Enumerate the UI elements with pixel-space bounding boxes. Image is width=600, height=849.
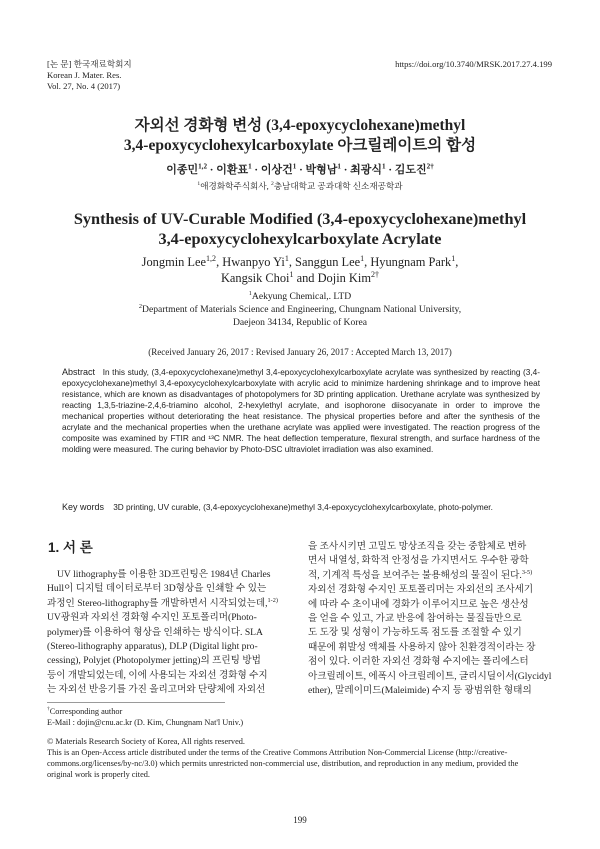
- author-sup: 2†: [426, 162, 434, 171]
- english-authors: [0, 254, 600, 286]
- body-line: 등이 개발되었는데, 이에 사용되는 자외선 경화형 수지: [47, 669, 268, 681]
- body-line: Hull이 디지털 데이터로부터 3D형상을 인쇄할 수 있는: [47, 583, 267, 595]
- body-line: 도 도장 및 성형이 가능하도록 점도를 조절할 수 있기: [308, 627, 522, 639]
- author-korean: 이종민: [166, 164, 199, 176]
- abstract: [62, 367, 540, 455]
- affiliation-2-address: Daejeon 34134, Republic of Korea: [232, 317, 367, 328]
- abstract-label: Abstract: [62, 367, 96, 377]
- body-line: 아크릴레이트, 에폭시 아크릴레이트, 글리시딜이서(Glycidyl: [308, 670, 552, 682]
- korean-affiliation: [0, 181, 600, 192]
- korean-title-line1: 자외선 경화형 변성 (3,4-epoxycyclohexane)methyl: [134, 117, 466, 134]
- aff-sup: 1: [197, 181, 201, 188]
- english-title: [0, 209, 600, 249]
- journal-volume: Vol. 27, No. 4 (2017): [47, 81, 121, 91]
- english-authors-line1: Jongmin Lee$^{1,2}$, Hwanpyo Yi$^1$, Sanggun Lee$^1$, Hyungnam Park$^1$,: [141, 253, 459, 269]
- author-korean: 김도진: [394, 164, 427, 176]
- author-english: Dojin Kim: [317, 271, 371, 285]
- aff-sup: 1: [248, 289, 252, 297]
- right-column: [308, 540, 553, 698]
- body-line: cessing), Polyjet (Photopolymer jetting)의 프린팅 방법: [47, 655, 261, 667]
- author-sup: 2†: [370, 269, 380, 279]
- author-english: Sanggun Lee: [295, 255, 361, 269]
- body-line: 을 얻을 수 있고, 가교 반응에 참여하는 물질들만으로: [308, 613, 522, 625]
- english-authors-line2: [0, 270, 600, 286]
- author-english: Kangsik Choi: [220, 271, 290, 285]
- english-title-line1: Synthesis of UV-Curable Modified (3,4-epoxycyclohexane)methyl: [73, 209, 527, 228]
- korean-authors: 이종민$^{1,2}$ · 이환표$^1$ · 이상건$^1$ · 박형남$^1$ · 최광식$^1$ · 김도진$^{2\dagger}$: [166, 162, 434, 176]
- body-line: (Stereo-lithography apparatus), DLP (Digital light pro-: [47, 641, 258, 653]
- corresponding-text: Corresponding author: [49, 707, 123, 716]
- author-sup: 1: [451, 253, 456, 263]
- journal-name-korean: [논 문] 한국재료학회지: [47, 59, 132, 69]
- aff-korean-2: 충남대학교 공과대학 신소재공학과: [273, 181, 403, 191]
- korean-title-line2: 3,4-epoxycyclohexylcarboxylate 아크릴레이트의 합성: [123, 137, 477, 154]
- body-line: [308, 569, 553, 583]
- aff-text: Aekyung Chemical,. LTD: [251, 291, 352, 302]
- author-korean: 최광식: [350, 164, 383, 176]
- body-line: [47, 597, 292, 611]
- author-sup: 1: [382, 162, 386, 171]
- license-line: This is an Open-Access article distributed under the terms of the Creative Commons Attribution Non-Commercial License (http://creative-: [47, 748, 508, 757]
- affiliation-1: [0, 290, 600, 303]
- left-column: [47, 568, 292, 698]
- aff-text: Department of Materials Science and Engineering, Chungnam National University,: [142, 304, 462, 315]
- aff-korean-1: 애경화학주식회사,: [200, 181, 271, 191]
- author-sup: 1,2: [198, 162, 208, 171]
- body-line: 는 자외선 반응기를 가진 올리고머와 단량체에 자외선: [47, 684, 266, 696]
- page-number: 199: [293, 815, 307, 825]
- body-line: UV광원과 자외선 경화형 수지인 포토폴리머(Photo-: [47, 612, 257, 624]
- body-line: 때문에 휘발성 액체를 사용하지 않아 친환경적이라는 장: [308, 641, 536, 653]
- affiliation-2: [0, 303, 600, 316]
- license-line: commons.org/licenses/by-nc/3.0) which permits unrestricted non-commercial use, distribution, and reproduction in any medium, provided the: [47, 759, 519, 768]
- footnote-divider: [47, 702, 225, 703]
- corresponding-author: †Corresponding author: [47, 706, 123, 716]
- author-korean: 이상건: [260, 164, 293, 176]
- author-sup: 1,2: [206, 253, 217, 263]
- keywords-text: 3D printing, UV curable, (3,4-epoxycyclohexane)methyl 3,4-epoxycyclohexylcarboxylate, photo-polymer.: [113, 503, 493, 512]
- body-line: UV lithography를 이용한 3D프린팅은 1984년 Charles: [57, 569, 271, 580]
- author-korean: 이환표: [216, 164, 249, 176]
- keywords-label: Key words: [62, 502, 105, 512]
- aff-sup: 2: [270, 181, 274, 188]
- citation-sup: 3-5): [521, 568, 533, 576]
- keywords: [62, 502, 540, 513]
- body-line-text: 과정인 Stereo-lithography를 개발하면서 시작되었는데,: [47, 597, 268, 609]
- author-sup: 1: [289, 269, 294, 279]
- citation-sup: 1-2): [267, 596, 278, 604]
- author-sup: 1: [248, 162, 252, 171]
- email-line: E-Mail : dojin@cnu.ac.kr (D. Kim, Chungnam Nat'l Univ.): [47, 718, 244, 727]
- body-line: ether), 말레이미드(Maleimide) 수지 등 광범위한 형태의: [308, 685, 532, 697]
- journal-info: [47, 59, 132, 92]
- body-line: 면서 내열성, 화학적 안정성을 가지면서도 우수한 광학: [308, 555, 529, 567]
- journal-name-english: Korean J. Mater. Res.: [47, 70, 122, 80]
- received-dates: (Received January 26, 2017 : Revised January 26, 2017 : Accepted March 13, 2017): [148, 347, 452, 357]
- author-english: Hwanpyo Yi: [222, 255, 285, 269]
- english-title-line2: 3,4-epoxycyclohexylcarboxylate Acrylate: [158, 229, 442, 248]
- author-english: Jongmin Lee: [141, 255, 207, 269]
- footnotes: [47, 706, 555, 780]
- body-line: 에 따라 수 초이내에 경화가 이루어지므로 높은 생산성: [308, 598, 529, 610]
- license-line: original work is properly cited.: [47, 770, 150, 779]
- author-sup: 1: [292, 162, 297, 171]
- korean-title: [0, 116, 600, 156]
- author-sup: 1: [337, 162, 341, 171]
- author-korean: 박형남: [305, 164, 338, 176]
- body-line: 을 조사시키면 고밀도 망상조직을 갖는 중합체로 변하: [308, 541, 527, 552]
- section-heading: 1. 서 론: [48, 540, 93, 555]
- copyright-line: © Materials Research Society of Korea, All rights reserved.: [47, 737, 245, 746]
- body-line: 자외선 경화형 수지인 포토폴리머는 자외선의 조사세기: [308, 584, 534, 596]
- author-english: Hyungnam Park: [370, 255, 452, 269]
- english-affiliations: [0, 290, 600, 329]
- author-and: and: [293, 271, 318, 285]
- body-line: 점이 있다. 이러한 자외선 경화형 수지에는 폴리에스터: [308, 656, 529, 668]
- abstract-text: In this study, (3,4-epoxycyclohexane)methyl 3,4-epoxycyclohexylcarboxylate acrylate was synthesized by reacting (3,4-epoxycyclohexane)methyl 3,4-epoxycyclohexylcarboxylate with acrylic acid to minimize hardening shrinkage and to improve heat resistance, which are known as disadvantages of photopolymers for 3D printing application. Urethane acrylate was synthesized by reacting 1,3,5-triazine-2,4,6-triamino alcohol, 2-hexylethyl acrylate, and isophorone diisocyanate in order to improve the mechanical properties without deteriorating the heat resistance. The physical properties before and after the synthesis of the acrylate and the mechanical properties when the urethane acrylate was applied were investigated. The reaction progress of the composite was examined by FTIR and ¹³C NMR. The heat deflection temperature, flexural strength, and surface hardness of the molding were measured. The curing behavior by Photo-DSC ultraviolet irradiation was also examined.: [62, 368, 540, 454]
- doi-link[interactable]: https://doi.org/10.3740/MRSK.2017.27.4.199: [395, 59, 552, 69]
- body-line-text: 적, 기계적 특성을 보여주는 불용해성의 물질이 된다.: [308, 569, 522, 581]
- author-sup: 1: [360, 253, 365, 263]
- author-sup: 1: [284, 253, 289, 263]
- body-line: polymer)를 이용하여 형상을 인쇄하는 방식이다. SLA: [47, 626, 263, 638]
- aff-sup: 2: [138, 302, 143, 310]
